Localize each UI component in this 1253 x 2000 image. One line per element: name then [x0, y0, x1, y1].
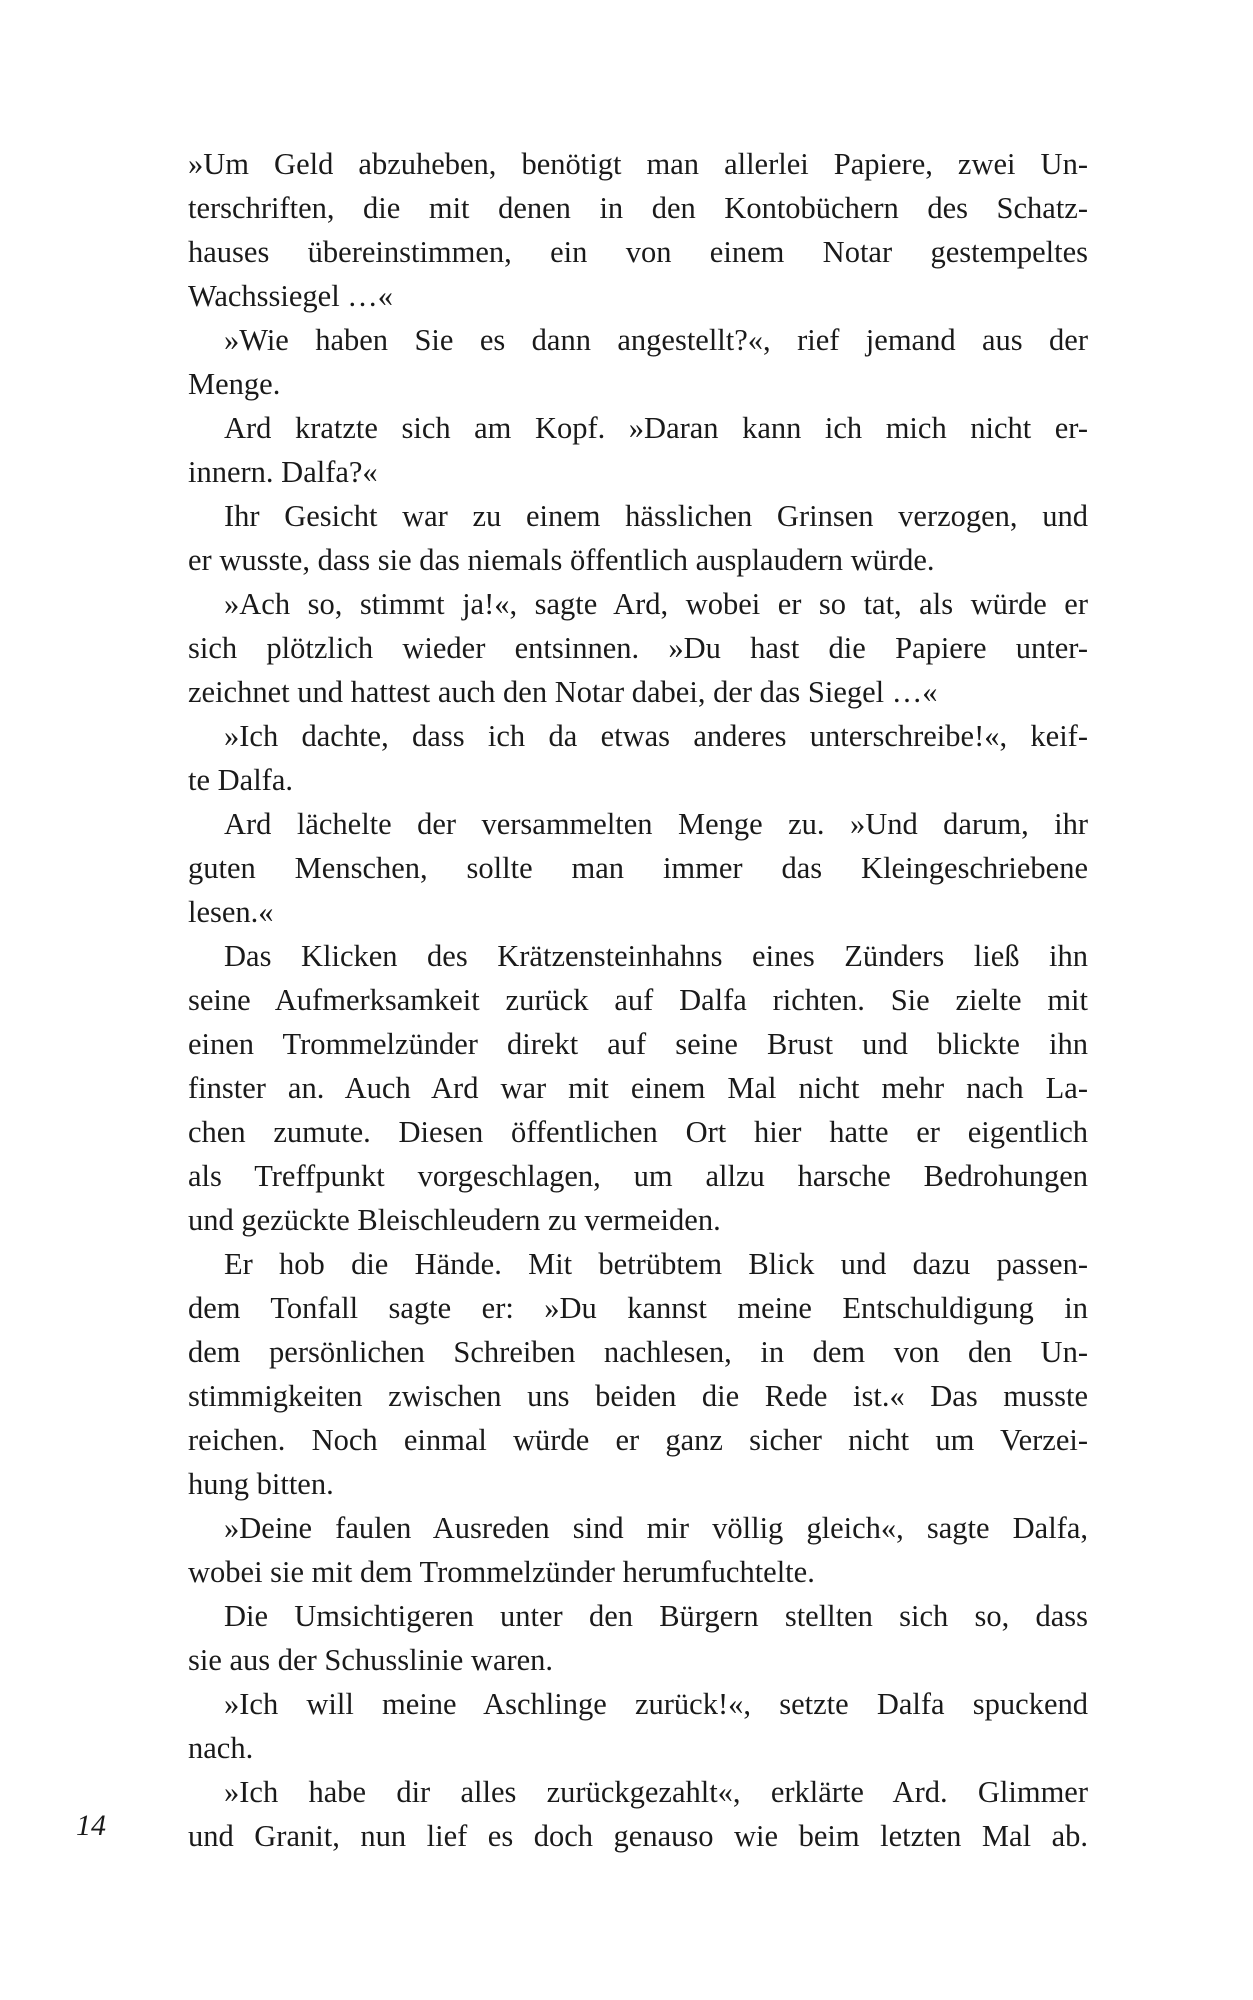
text-line: reichen. Noch einmal würde er ganz sicher nicht um Verzei-: [188, 1423, 1088, 1457]
text-line: Die Umsichtigeren unter den Bürgern stellten sich so, dass: [224, 1599, 1088, 1633]
text-line: zeichnet und hattest auch den Notar dabei, der das Siegel …«: [188, 675, 938, 709]
text-line: terschriften, die mit denen in den Kontobüchern des Schatz-: [188, 191, 1088, 225]
text-line: dem Tonfall sagte er: »Du kannst meine Entschuldigung in: [188, 1291, 1088, 1325]
text-line: »Ach so, stimmt ja!«, sagte Ard, wobei er so tat, als würde er: [224, 587, 1088, 621]
text-line: Ard lächelte der versammelten Menge zu. »Und darum, ihr: [224, 807, 1088, 841]
text-line: hung bitten.: [188, 1467, 334, 1501]
page-number: 14: [76, 1809, 106, 1842]
text-line: lesen.«: [188, 895, 274, 929]
text-line: sich plötzlich wieder entsinnen. »Du hast die Papiere unter-: [188, 631, 1088, 665]
text-line: innern. Dalfa?«: [188, 455, 378, 489]
text-line: Ard kratzte sich am Kopf. »Daran kann ich mich nicht er-: [224, 411, 1088, 445]
text-line: und gezückte Bleischleudern zu vermeiden.: [188, 1203, 721, 1237]
text-line: Er hob die Hände. Mit betrübtem Blick und dazu passen-: [224, 1247, 1088, 1281]
text-line: Wachssiegel …«: [188, 279, 394, 313]
body-text: [188, 142, 1088, 1858]
text-line: als Treffpunkt vorgeschlagen, um allzu harsche Bedrohungen: [188, 1159, 1088, 1193]
text-line: »Deine faulen Ausreden sind mir völlig gleich«, sagte Dalfa,: [224, 1511, 1088, 1545]
text-line: er wusste, dass sie das niemals öffentlich ausplaudern würde.: [188, 543, 935, 577]
text-line: einen Trommelzünder direkt auf seine Brust und blickte ihn: [188, 1027, 1088, 1061]
text-line: dem persönlichen Schreiben nachlesen, in dem von den Un-: [188, 1335, 1088, 1369]
text-line: »Ich will meine Aschlinge zurück!«, setzte Dalfa spuckend: [224, 1687, 1088, 1721]
text-line: hauses übereinstimmen, ein von einem Notar gestempeltes: [188, 235, 1088, 269]
text-line: »Um Geld abzuheben, benötigt man allerlei Papiere, zwei Un-: [188, 147, 1088, 181]
text-line: seine Aufmerksamkeit zurück auf Dalfa richten. Sie zielte mit: [188, 983, 1088, 1017]
text-line: wobei sie mit dem Trommelzünder herumfuchtelte.: [188, 1555, 815, 1589]
text-line: »Ich dachte, dass ich da etwas anderes unterschreibe!«, keif-: [224, 719, 1088, 753]
text-line: Ihr Gesicht war zu einem hässlichen Grinsen verzogen, und: [224, 499, 1088, 533]
text-line: »Ich habe dir alles zurückgezahlt«, erklärte Ard. Glimmer: [224, 1775, 1088, 1809]
text-line: nach.: [188, 1731, 254, 1765]
text-line: sie aus der Schusslinie waren.: [188, 1643, 554, 1677]
text-line: stimmigkeiten zwischen uns beiden die Rede ist.« Das musste: [188, 1379, 1088, 1413]
text-line: Menge.: [188, 367, 281, 401]
text-line: finster an. Auch Ard war mit einem Mal nicht mehr nach La-: [188, 1071, 1088, 1105]
text-line: und Granit, nun lief es doch genauso wie beim letzten Mal ab.: [188, 1819, 1088, 1853]
text-line: Das Klicken des Krätzensteinhahns eines Zünders ließ ihn: [224, 939, 1088, 973]
text-line: te Dalfa.: [188, 763, 293, 797]
text-line: guten Menschen, sollte man immer das Kleingeschriebene: [188, 851, 1088, 885]
text-line: »Wie haben Sie es dann angestellt?«, rief jemand aus der: [224, 323, 1088, 357]
text-line: chen zumute. Diesen öffentlichen Ort hier hatte er eigentlich: [188, 1115, 1088, 1149]
